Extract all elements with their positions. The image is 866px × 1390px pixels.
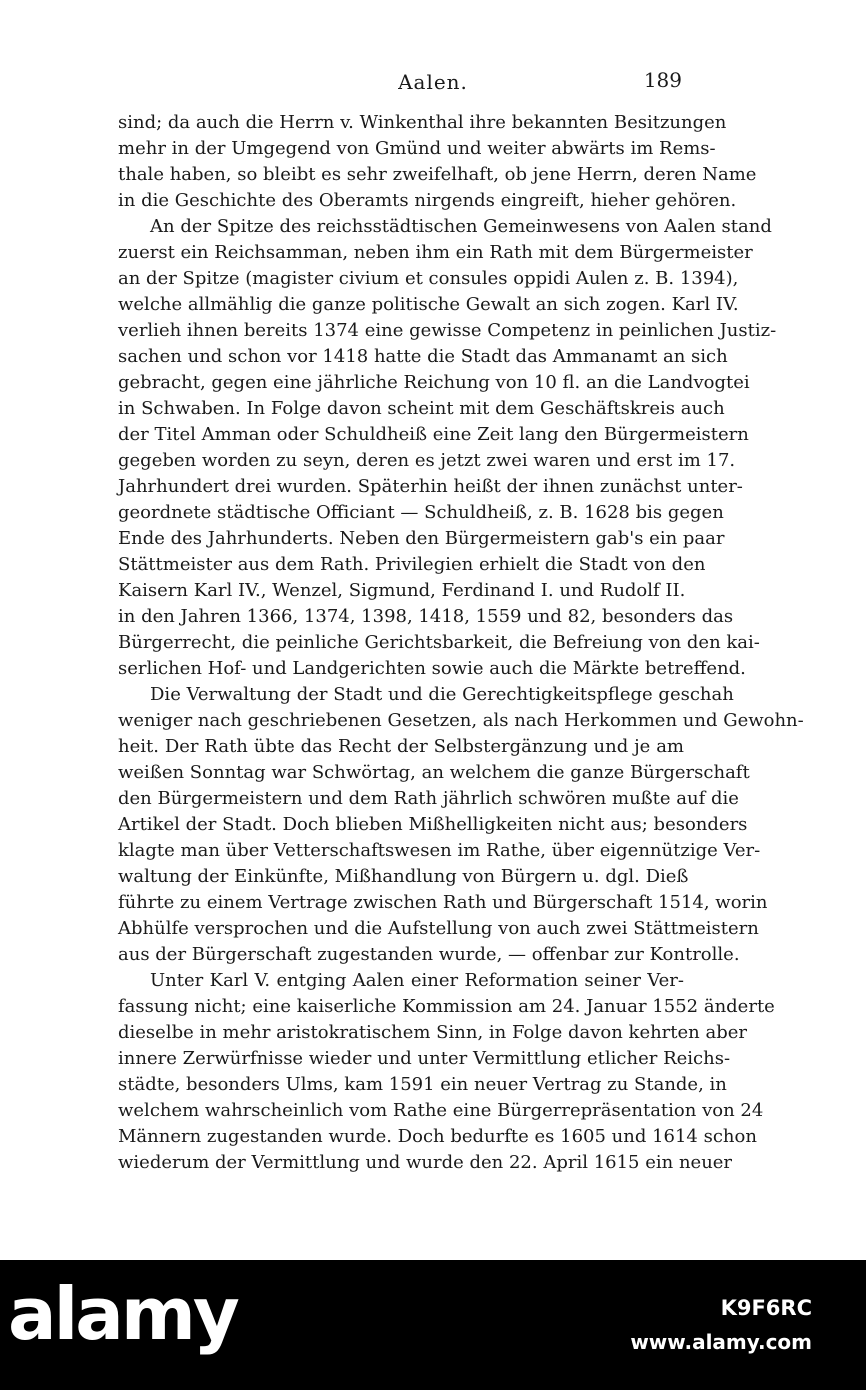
text-line: waltung der Einkünfte, Mißhandlung von Bürgern u. dgl. Dieß	[118, 866, 689, 887]
text-line: Die Verwaltung der Stadt und die Gerechtigkeitspflege geschah	[150, 684, 734, 705]
text-line: führte zu einem Vertrage zwischen Rath und Bürgerschaft 1514, worin	[118, 892, 768, 913]
text-line: weißen Sonntag war Schwörtag, an welchem die ganze Bürgerschaft	[118, 762, 750, 783]
text-line: in die Geschichte des Oberamts nirgends eingreift, hieher gehören.	[118, 190, 737, 211]
text-line: heit. Der Rath übte das Recht der Selbstergänzung und je am	[118, 736, 684, 757]
page-number: 189	[643, 68, 682, 92]
text-line: weniger nach geschriebenen Gesetzen, als nach Herkommen und Gewohn-	[118, 710, 804, 731]
text-line: Jahrhundert drei wurden. Späterhin heißt der ihnen zunächst unter-	[118, 476, 743, 497]
text-line: sind; da auch die Herrn v. Winkenthal ihre bekannten Besitzungen	[118, 112, 727, 133]
text-line: geordnete städtische Officiant — Schuldheiß, z. B. 1628 bis gegen	[118, 502, 724, 523]
text-line: Kaisern Karl IV., Wenzel, Sigmund, Ferdinand I. und Rudolf II.	[118, 580, 686, 601]
text-line: in Schwaben. In Folge davon scheint mit dem Geschäftskreis auch	[118, 398, 725, 419]
text-line: Männern zugestanden wurde. Doch bedurfte es 1605 und 1614 schon	[118, 1126, 757, 1147]
text-line: Ende des Jahrhunderts. Neben den Bürgermeistern gab's ein paar	[118, 528, 725, 549]
text-line: serlichen Hof- und Landgerichten sowie auch die Märkte betreffend.	[118, 658, 746, 679]
text-line: an der Spitze (magister civium et consules oppidi Aulen z. B. 1394),	[118, 268, 739, 289]
text-line: Unter Karl V. entging Aalen einer Reformation seiner Ver-	[150, 970, 684, 991]
text-line: verlieh ihnen bereits 1374 eine gewisse Competenz in peinlichen Justiz-	[118, 320, 777, 341]
text-line: den Bürgermeistern und dem Rath jährlich schwören mußte auf die	[118, 788, 739, 809]
alamy-logo: alamy	[8, 1272, 237, 1356]
text-line: Abhülfe versprochen und die Aufstellung von auch zwei Stättmeistern	[118, 918, 759, 939]
text-line: in den Jahren 1366, 1374, 1398, 1418, 1559 und 82, besonders das	[118, 606, 734, 627]
text-line: gegeben worden zu seyn, deren es jetzt zwei waren und erst im 17.	[118, 450, 736, 471]
text-line: mehr in der Umgegend von Gmünd und weiter abwärts im Rems-	[118, 138, 716, 159]
text-line: der Titel Amman oder Schuldheiß eine Zeit lang den Bürgermeistern	[118, 424, 749, 445]
text-line: aus der Bürgerschaft zugestanden wurde, — offenbar zur Kontrolle.	[118, 944, 740, 965]
watermark-url: www.alamy.com	[630, 1330, 812, 1354]
image-id: K9F6RC	[720, 1296, 812, 1320]
watermark-bar	[0, 1260, 866, 1390]
text-line: fassung nicht; eine kaiserliche Kommission am 24. Januar 1552 änderte	[118, 996, 775, 1017]
text-line: Bürgerrecht, die peinliche Gerichtsbarkeit, die Befreiung von den kai-	[118, 632, 760, 653]
text-line: welchem wahrscheinlich vom Rathe eine Bürgerrepräsentation von 24	[118, 1100, 764, 1121]
text-line: sachen und schon vor 1418 hatte die Stadt das Ammanamt an sich	[118, 346, 728, 367]
text-line: An der Spitze des reichsstädtischen Gemeinwesens von Aalen stand	[150, 216, 772, 237]
text-line: dieselbe in mehr aristokratischem Sinn, in Folge davon kehrten aber	[118, 1022, 747, 1043]
text-line: innere Zerwürfnisse wieder und unter Vermittlung etlicher Reichs-	[118, 1048, 731, 1069]
text-line: wiederum der Vermittlung und wurde den 22. April 1615 ein neuer	[118, 1152, 733, 1173]
text-line: welche allmählig die ganze politische Gewalt an sich zogen. Karl IV.	[118, 294, 739, 315]
text-line: Stättmeister aus dem Rath. Privilegien erhielt die Stadt von den	[118, 554, 706, 575]
text-line: zuerst ein Reichsamman, neben ihm ein Rath mit dem Bürgermeister	[118, 242, 753, 263]
running-title: Aalen.	[398, 70, 468, 94]
text-line: Artikel der Stadt. Doch blieben Mißhelligkeiten nicht aus; besonders	[118, 814, 748, 835]
text-line: klagte man über Vetterschaftswesen im Rathe, über eigennützige Ver-	[118, 840, 761, 861]
text-line: thale haben, so bleibt es sehr zweifelhaft, ob jene Herrn, deren Name	[118, 164, 757, 185]
text-line: gebracht, gegen eine jährliche Reichung von 10 fl. an die Landvogtei	[118, 372, 750, 393]
text-line: städte, besonders Ulms, kam 1591 ein neuer Vertrag zu Stande, in	[118, 1074, 727, 1095]
